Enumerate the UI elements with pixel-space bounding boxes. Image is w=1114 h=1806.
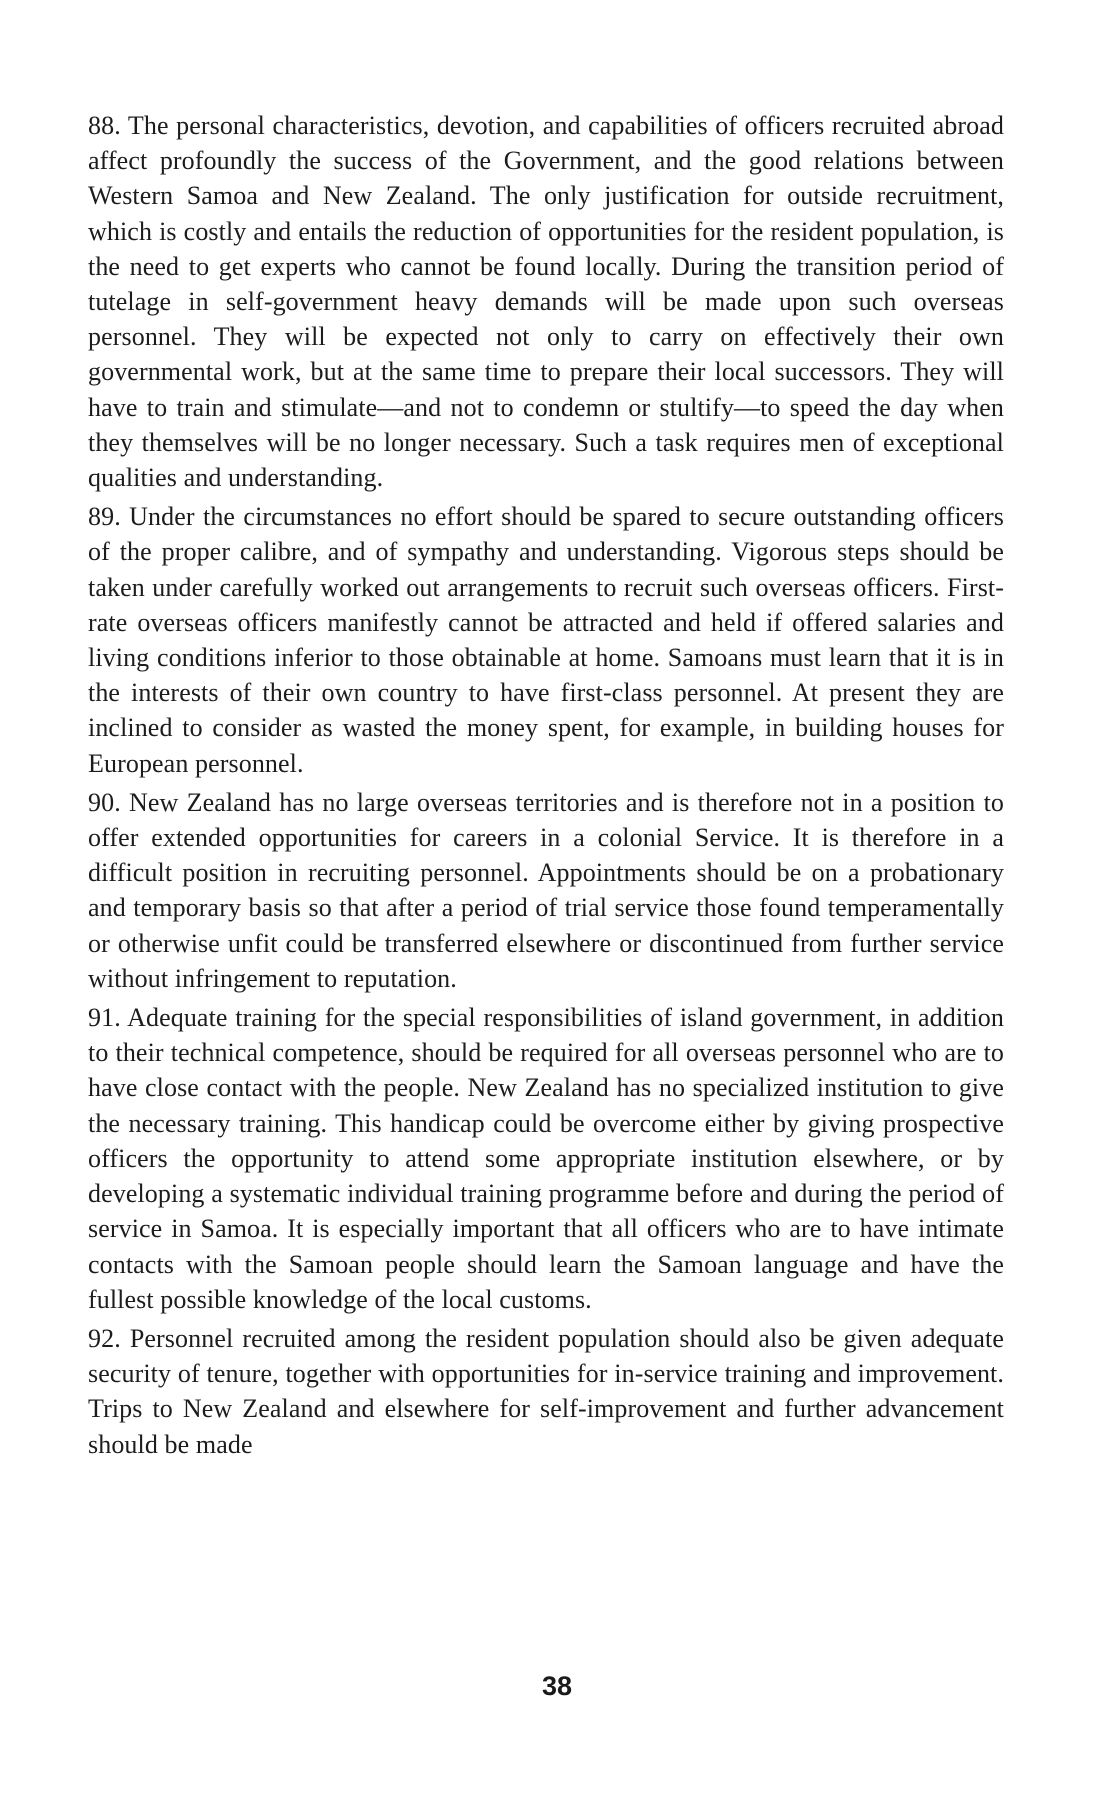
paragraph-number: 90. [88,787,121,817]
paragraph-number: 89. [88,502,121,532]
paragraph-91 [88,1000,1004,1317]
paragraph-text: The personal characteristics, devotion, and capabilities of officers recruited abroad affect profoundly the success of the Government, and the good relations between Western Samoa and New Zealand. The only justification for outside recruitment, which is costly and entails the reduction of opportunities for the resident population, is the need to get experts who cannot be found locally. During the transition period of tutelage in self-government heavy demands will be made upon such overseas personnel. They will be expected not only to carry on effectively their own governmental work, but at the same time to prepare their local successors. They will have to train and stimulate—and not to condemn or stultify—to speed the day when they themselves will be no longer necessary. Such a task requires men of exceptional qualities and understanding. [88,111,1004,493]
document-page [88,108,1004,1466]
paragraph-text: Under the circumstances no effort should be spared to secure outstanding officers of the proper calibre, and of sympathy and understanding. Vigorous steps should be taken under carefully worked out arrangements to recruit such overseas officers. First-rate overseas officers manifestly cannot be attracted and held if offered salaries and living conditions inferior to those obtainable at home. Samoans must learn that it is in the interests of their own country to have first-class personnel. At present they are inclined to consider as wasted the money spent, for example, in building houses for European personnel. [88,502,1004,778]
paragraph-90 [88,785,1004,996]
paragraph-text: New Zealand has no large overseas territories and is therefore not in a position to offer extended opportunities for careers in a colonial Service. It is therefore in a difficult position in recruiting personnel. Appointments should be on a probationary and temporary basis so that after a period of trial service those found temperamentally or otherwise unfit could be transferred elsewhere or discontinued from further service without infringement to reputation. [88,787,1004,993]
paragraph-92 [88,1321,1004,1462]
paragraph-text: Personnel recruited among the resident population should also be given adequate security of tenure, together with opportunities for in-service training and improvement. Trips to New Zealand and elsewhere for self-improvement and further advancement should be made [88,1323,1004,1459]
paragraph-88 [88,108,1004,495]
paragraph-number: 92. [88,1323,121,1353]
paragraph-text: Adequate training for the special responsibilities of island government, in addition to their technical competence, should be required for all overseas personnel who are to have close contact with the people. New Zealand has no specialized institution to give the necessary training. This handicap could be overcome either by giving prospective officers the opportunity to attend some appropriate institution elsewhere, or by developing a systematic individual training programme before and during the period of service in Samoa. It is especially important that all officers who are to have intimate contacts with the Samoan people should learn the Samoan language and have the fullest possible knowledge of the local customs. [88,1003,1004,1314]
page-number: 38 [541,1671,573,1701]
paragraph-89 [88,499,1004,781]
paragraph-number: 88. [88,111,121,140]
paragraph-number: 91. [88,1003,121,1033]
